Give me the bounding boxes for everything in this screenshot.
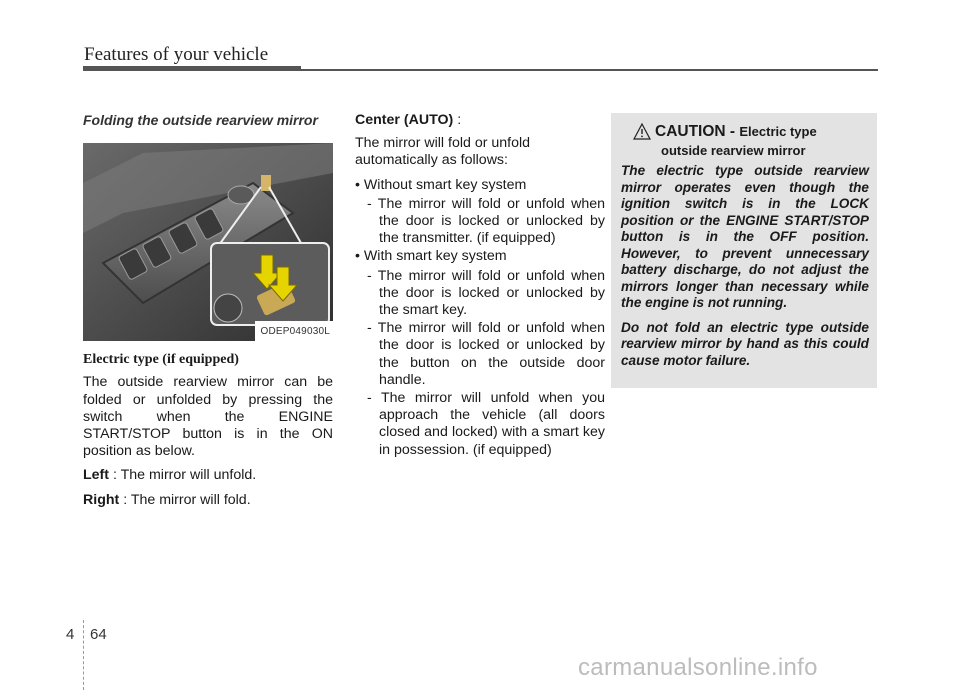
caution-title-main: CAUTION - xyxy=(655,123,740,140)
left-instruction xyxy=(83,467,333,484)
caution-title-sub: Electric type xyxy=(739,124,817,139)
watermark: carmanualsonline.info xyxy=(578,654,818,681)
intro-paragraph: The outside rearview mirror can be folded or unfolded by pressing the switch when the ENGINE START/STOP button is in the ON position as below. xyxy=(83,374,333,460)
bullet-without-smart-key: • Without smart key system xyxy=(355,176,527,193)
caution-body xyxy=(621,163,869,377)
dash-transmitter: - The mirror will fold or unfold when the door is locked or unlocked by the transmitter. (if equipped) xyxy=(367,195,605,247)
door-panel-illustration xyxy=(83,143,333,341)
page-number: 64 xyxy=(90,626,107,643)
right-instruction xyxy=(83,492,333,509)
mirror-switch-figure xyxy=(83,143,333,341)
page-header-title: Features of your vehicle xyxy=(84,44,269,65)
chapter-number: 4 xyxy=(66,626,75,643)
dash-door-handle-button: - The mirror will fold or unfold when the door is locked or unlocked by the button on the outside door handle. xyxy=(367,320,605,388)
left-column xyxy=(83,112,333,516)
header-rule-thin xyxy=(301,69,878,71)
header-rule-thick xyxy=(83,66,301,71)
auto-intro: The mirror will fold or unfold automatically as follows: xyxy=(355,135,531,169)
caution-title-line2: outside rearview mirror xyxy=(661,143,806,158)
middle-column xyxy=(355,112,605,460)
subheading-electric-type: Electric type (if equipped) xyxy=(83,352,239,368)
caution-paragraph-1: The electric type outside rearview mirror operates even though the ignition switch is in the LOCK position or the ENGINE START/STOP button is in the OFF position. However, to prevent unnecessary battery discharge, do not adjust the mirrors longer than necessary while the engine is not running. xyxy=(621,163,869,310)
center-term: Center (AUTO) xyxy=(355,112,454,128)
left-term: Left xyxy=(83,467,110,484)
bullet-with-smart-key: • With smart key system xyxy=(355,248,507,265)
page-number-divider xyxy=(83,620,85,690)
center-colon: : xyxy=(453,112,462,128)
left-text: : The mirror will unfold. xyxy=(109,467,257,484)
center-auto-line xyxy=(355,112,605,129)
caution-paragraph-2: Do not fold an electric type outside rearview mirror by hand as this could cause motor failure. xyxy=(621,319,869,368)
caution-box xyxy=(611,113,877,388)
right-text: : The mirror will fold. xyxy=(119,491,251,508)
dash-smart-key: - The mirror will fold or unfold when the door is locked or unlocked by the smart key. xyxy=(367,267,605,319)
dash-approach-vehicle: - The mirror will unfold when you approach the vehicle (all doors closed and locked) with a smart key in possession. (if equipped) xyxy=(367,390,605,458)
caution-title xyxy=(655,123,817,141)
right-term: Right xyxy=(83,491,120,508)
figure-label: ODEP049030L xyxy=(255,321,333,341)
section-heading: Folding the outside rearview mirror xyxy=(83,112,318,128)
warning-triangle-icon xyxy=(633,123,651,140)
